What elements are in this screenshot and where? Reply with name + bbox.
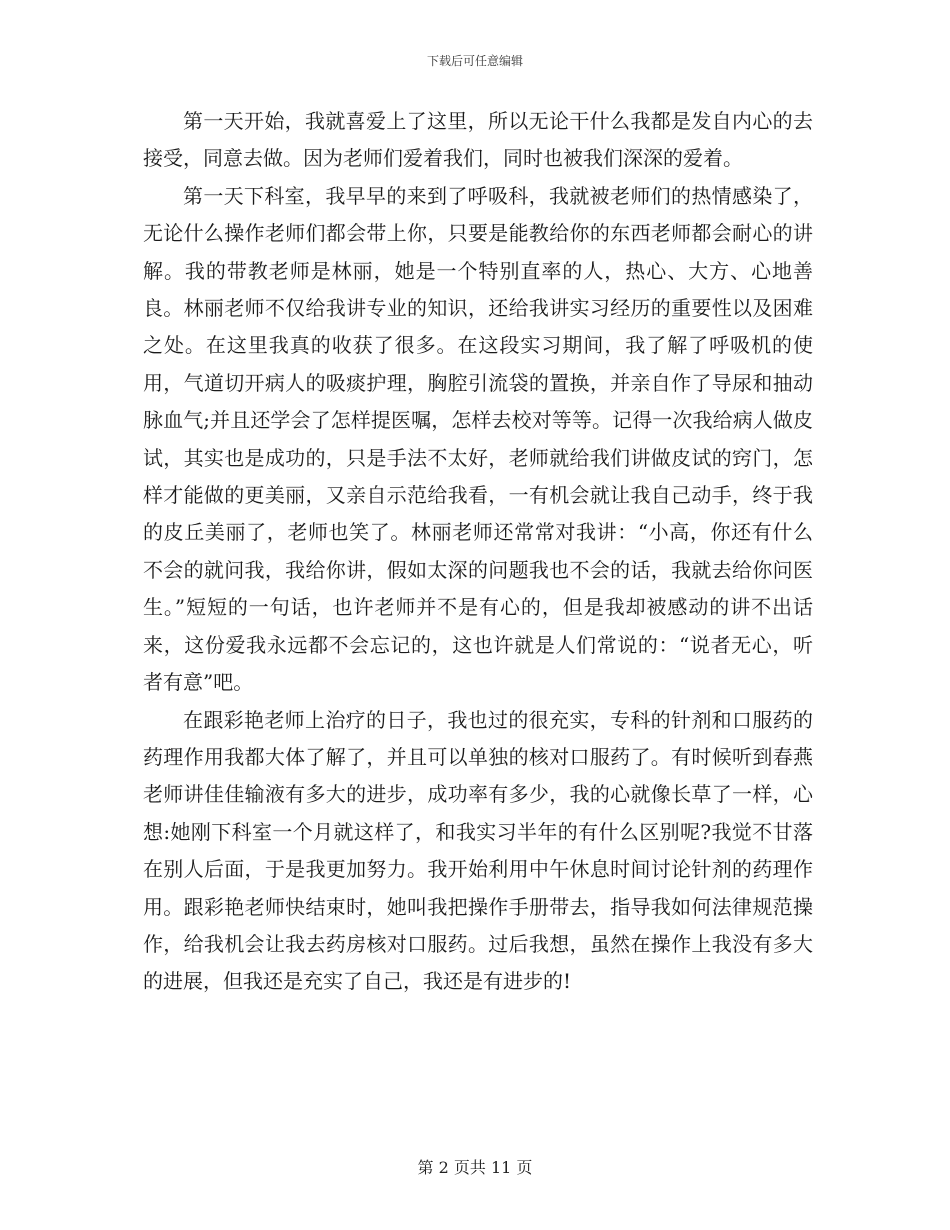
paragraph-2: 第一天下科室，我早早的来到了呼吸科，我就被老师们的热情感染了，无论什么操作老师们都会带上你，只要是能教给你的东西老师都会耐心的讲解。我的带教老师是林丽，她是一个特别直率的人，热心、大方、心地善良。林丽老师不仅给我讲专业的知识，还给我讲实习经历的重要性以及困难之处。在这里我真的收获了很多。在这段实习期间，我了解了呼吸机的使用，气道切开病人的吸痰护理，胸腔引流袋的置换，并亲自作了导尿和抽动脉血气;并且还学会了怎样提医嘱，怎样去校对等等。记得一次我给病人做皮试，其实也是成功的，只是手法不太好，老师就给我们讲做皮试的窍门，怎样才能做的更美丽，又亲自示范给我看，一有机会就让我自己动手，终于我的皮丘美丽了，老师也笑了。林丽老师还常常对我讲：“小高，你还有什么不会的就问我，我给你讲，假如太深的问题我也不会的话，我就去给你问医生。”短短的一句话，也许老师并不是有心的，但是我却被感动的讲不出话来，这份爱我永远都不会忘记的，这也许就是人们常说的：“说者无心，听者有意”吧。	[143, 183, 813, 695]
paragraph-3: 在跟彩艳老师上治疗的日子，我也过的很充实，专科的针剂和口服药的药理作用我都大体了解了，并且可以单独的核对口服药了。有时候听到春燕老师讲佳佳输液有多大的进步，成功率有多少，我的心就像长草了一样，心想:她刚下科室一个月就这样了，和我实习半年的有什么区别呢?我觉不甘落在别人后面，于是我更加努力。我开始利用中午休息时间讨论针剂的药理作用。跟彩艳老师快结束时，她叫我把操作手册带去，指导我如何法律规范操作，给我机会让我去药房核对口服药。过后我想，虽然在操作上我没有多大的进展，但我还是充实了自己，我还是有进步的!	[143, 707, 813, 994]
page-footer-number: 第 2 页共 11 页	[417, 1158, 533, 1177]
page-header-note: 下载后可任意编辑	[426, 54, 523, 68]
document-body	[143, 103, 813, 1001]
paragraph-1: 第一天开始，我就喜爱上了这里，所以无论干什么我都是发自内心的去接受，同意去做。因为老师们爱着我们，同时也被我们深深的爱着。	[143, 109, 813, 171]
